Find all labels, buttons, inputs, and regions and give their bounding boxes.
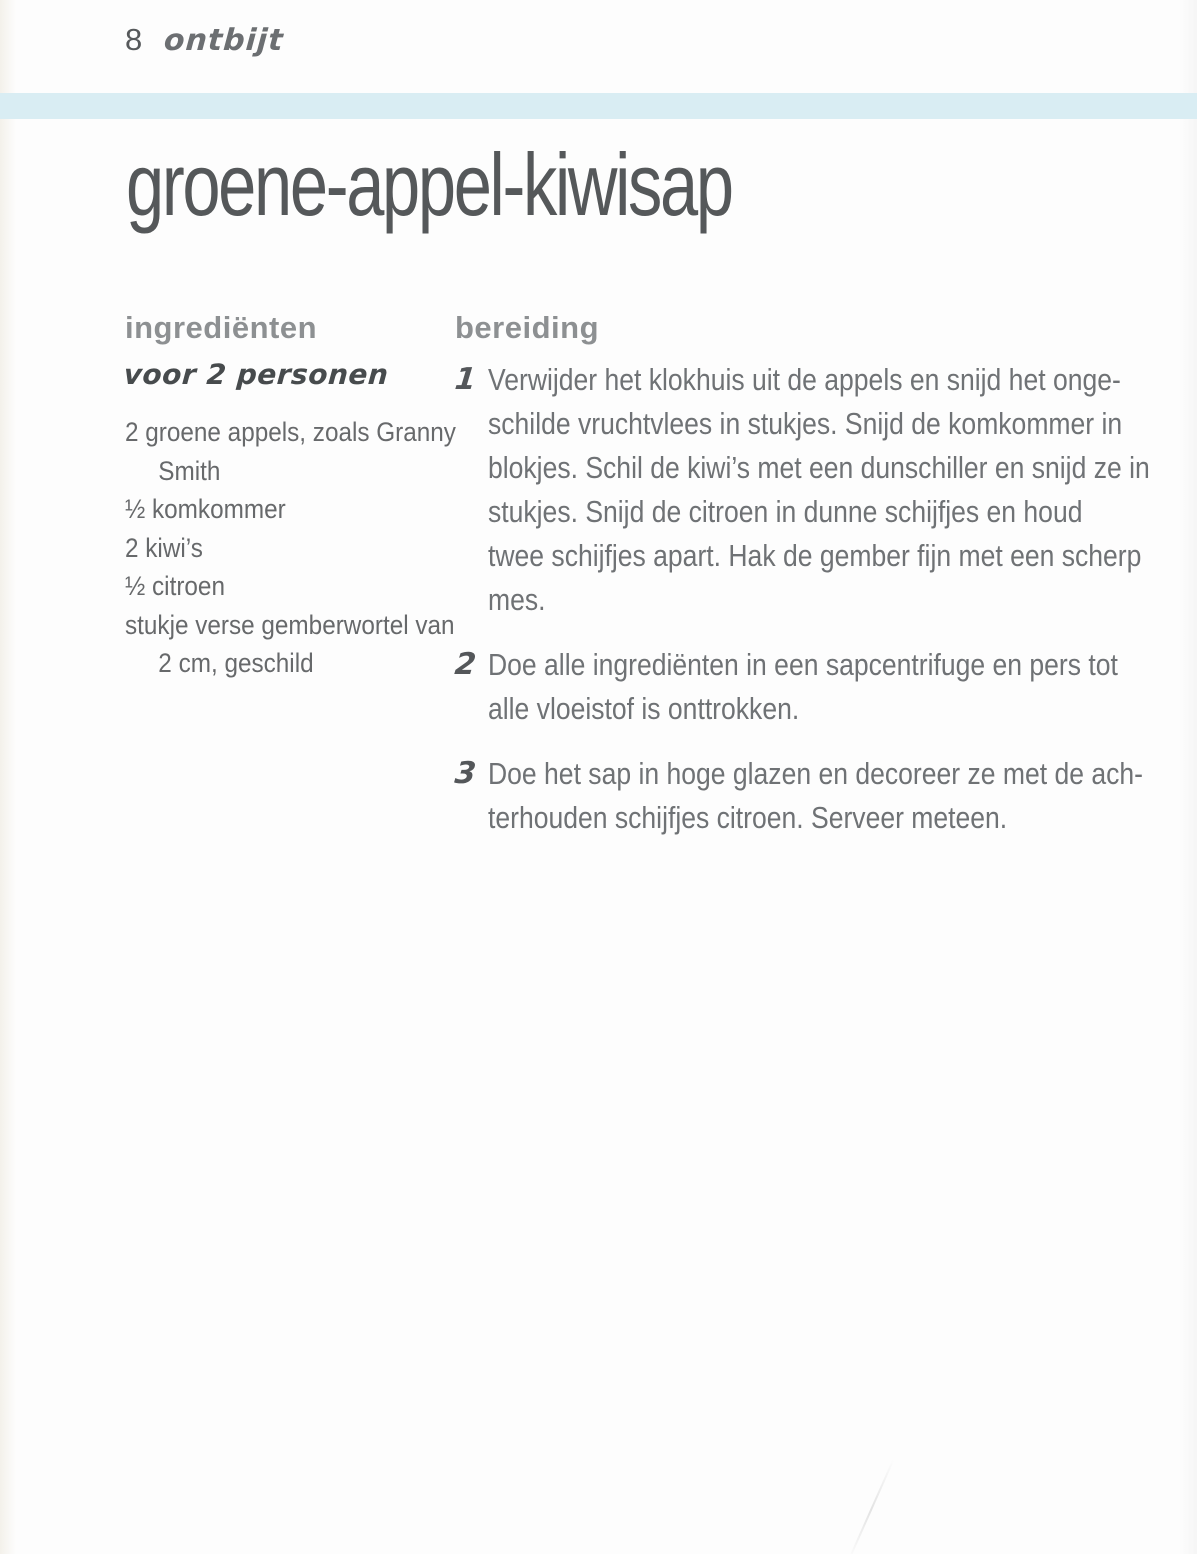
step-text-line: mes. [488, 583, 546, 617]
step-text-line: schilde vruchtvlees in stukjes. Snijd de komkommer in [488, 407, 1123, 441]
preparation-step-1 [455, 358, 1195, 622]
ingredient-line: Smith [158, 455, 221, 486]
chapter-name: ontbijt [163, 23, 286, 58]
preparation-section [455, 310, 1195, 861]
decorative-band [0, 93, 1197, 119]
step-text-line: terhouden schijfjes citroen. Serveer meteen. [488, 801, 1008, 835]
step-text [488, 752, 1143, 840]
ingredient-line: stukje verse gemberwortel van [125, 609, 455, 640]
ingredient-line: ½ citroen [125, 571, 225, 601]
recipe-title: groene-appel-kiwisap [126, 135, 732, 234]
ingredients-heading: ingrediënten [125, 310, 318, 345]
scan-edge-left [0, 0, 16, 1554]
ingredient-line: 2 cm, geschild [158, 648, 314, 678]
serving-size: voor 2 personen [122, 358, 390, 391]
step-text-line: blokjes. Schil de kiwi’s met een dunschiller en snijd ze in [488, 451, 1150, 485]
page-number: 8 [125, 22, 143, 57]
step-text-line: alle vloeistof is onttrokken. [488, 692, 800, 726]
step-list [455, 358, 1195, 840]
step-text [488, 643, 1118, 731]
preparation-step-3 [455, 752, 1195, 840]
ingredient-list [125, 413, 456, 683]
step-text-line: Verwijder het klokhuis uit de appels en snijd het onge- [488, 363, 1121, 397]
step-number: 3 [453, 756, 478, 791]
ingredient-line: ½ komkommer [125, 494, 286, 524]
ingredient-line: 2 groene appels, zoals Granny [125, 417, 456, 447]
step-number: 1 [453, 362, 478, 397]
step-number: 2 [453, 647, 478, 682]
step-text [488, 358, 1150, 622]
step-text-line: Doe het sap in hoge glazen en decoreer ze met de ach- [488, 757, 1143, 791]
preparation-step-2 [455, 643, 1195, 731]
ingredients-section [122, 310, 465, 683]
running-head [125, 22, 284, 58]
scan-crease-artifact [848, 1459, 895, 1554]
step-text-line: stukjes. Snijd de citroen in dunne schijfjes en houd [488, 495, 1083, 529]
step-text-line: twee schijfjes apart. Hak de gember fijn met een scherp [488, 539, 1142, 573]
ingredient-line: 2 kiwi’s [125, 532, 203, 563]
preparation-heading: bereiding [455, 310, 600, 345]
step-text-line: Doe alle ingrediënten in een sapcentrifuge en pers tot [488, 648, 1118, 682]
